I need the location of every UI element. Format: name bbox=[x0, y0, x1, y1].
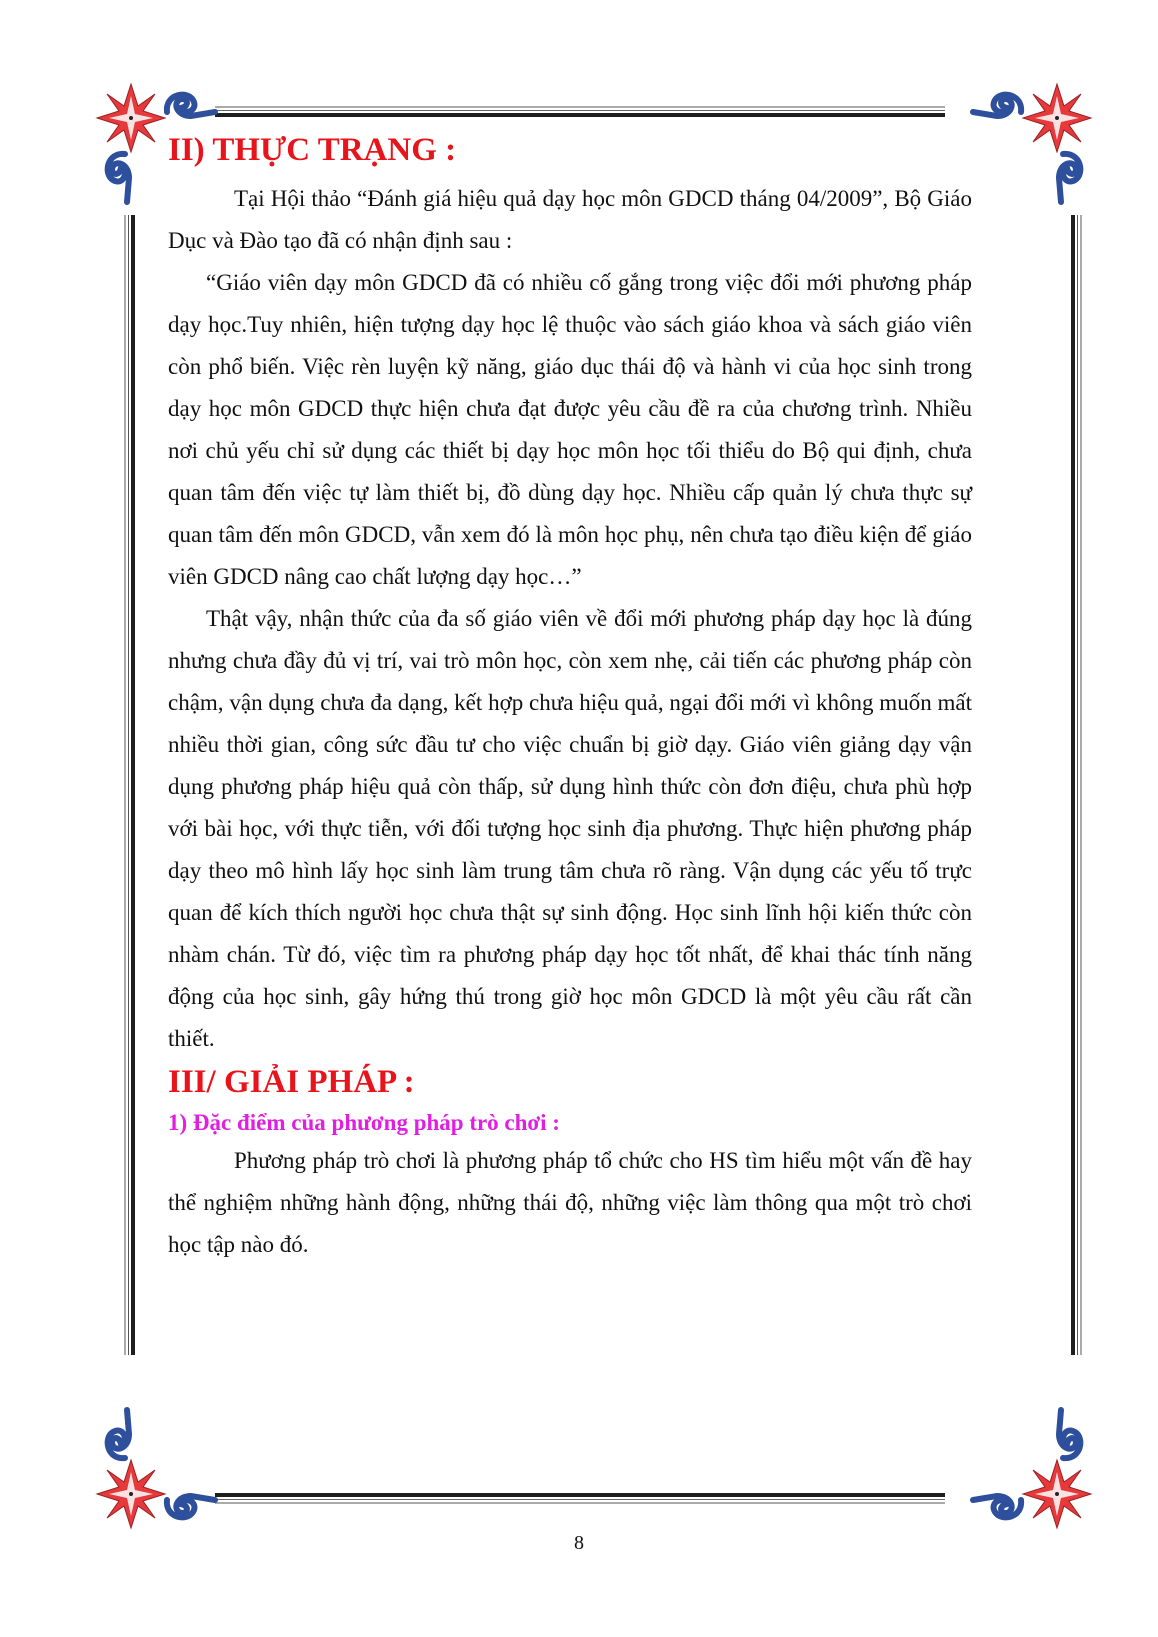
border-bottom bbox=[215, 1499, 945, 1500]
border-left bbox=[124, 215, 126, 1355]
border-bottom bbox=[215, 1493, 945, 1497]
border-top bbox=[215, 106, 945, 108]
corner-ornament-icon bbox=[963, 82, 1093, 212]
corner-ornament-icon bbox=[963, 1400, 1093, 1530]
border-bottom bbox=[215, 1502, 945, 1504]
border-left bbox=[131, 215, 135, 1355]
quote-paragraph: “Giáo viên dạy môn GDCD đã có nhiều cố gắng trong việc đổi mới phương pháp dạy học.Tuy nhiên, hiện tượng dạy học lệ thuộc vào sách giáo khoa và sách giáo viên còn phổ biến. Việc rèn luyện kỹ năng, giáo dục thái độ và hành vi của học sinh trong dạy học môn GDCD thực hiện chưa đạt được yêu cầu đề ra của chương trình. Nhiều nơi chủ yếu chỉ sử dụng các thiết bị dạy học môn học tối thiểu do Bộ qui định, chưa quan tâm đến việc tự làm thiết bị, đồ dùng dạy học. Nhiều cấp quản lý chưa thực sự quan tâm đến môn GDCD, vẫn xem đó là môn học phụ, nên chưa tạo điều kiện để giáo viên GDCD nâng cao chất lượng dạy học…” bbox=[168, 270, 972, 589]
section-heading: II) THỰC TRẠNG : bbox=[168, 132, 457, 168]
border-top bbox=[215, 110, 945, 111]
page-number: 8 bbox=[574, 1532, 584, 1554]
document-body bbox=[168, 128, 972, 1266]
paragraph: Phương pháp trò chơi là phương pháp tổ chức cho HS tìm hiểu một vấn đề hay thể nghiệm những hành động, những thái độ, những việc làm thông qua một trò chơi học tập nào đó. bbox=[168, 1148, 972, 1257]
border-top bbox=[215, 113, 945, 117]
border-right bbox=[1071, 215, 1075, 1355]
border-right bbox=[1077, 215, 1078, 1355]
border-right bbox=[1080, 215, 1082, 1355]
corner-ornament-icon bbox=[95, 1400, 225, 1530]
border-left bbox=[128, 215, 129, 1355]
section-heading: III/ GIẢI PHÁP : bbox=[168, 1064, 415, 1100]
paragraph: Thật vậy, nhận thức của đa số giáo viên về đổi mới phương pháp dạy học là đúng nhưng chưa đầy đủ vị trí, vai trò môn học, còn xem nhẹ, cải tiến các phương pháp còn chậm, vận dụng chưa đa dạng, kết hợp chưa hiệu quả, ngại đổi mới vì không muốn mất nhiều thời gian, công sức đầu tư cho việc chuẩn bị giờ dạy. Giáo viên giảng dạy vận dụng phương pháp hiệu quả còn thấp, sử dụng hình thức còn đơn điệu, chưa phù hợp với bài học, với thực tiễn, với đối tượng học sinh địa phương. Thực hiện phương pháp dạy theo mô hình lấy học sinh làm trung tâm chưa rõ ràng. Vận dụng các yếu tố trực quan để kích thích người học chưa thật sự sinh động. Học sinh lĩnh hội kiến thức còn nhàm chán. Từ đó, việc tìm ra phương pháp dạy học tốt nhất, để khai thác tính năng động của học sinh, gây hứng thú trong giờ học môn GDCD là một yêu cầu rất cần thiết. bbox=[168, 606, 972, 1051]
subsection-heading: 1) Đặc điểm của phương pháp trò chơi : bbox=[168, 1110, 560, 1135]
paragraph: Tại Hội thảo “Đánh giá hiệu quả dạy học môn GDCD tháng 04/2009”, Bộ Giáo Dục và Đào tạo đã có nhận định sau : bbox=[168, 186, 972, 253]
